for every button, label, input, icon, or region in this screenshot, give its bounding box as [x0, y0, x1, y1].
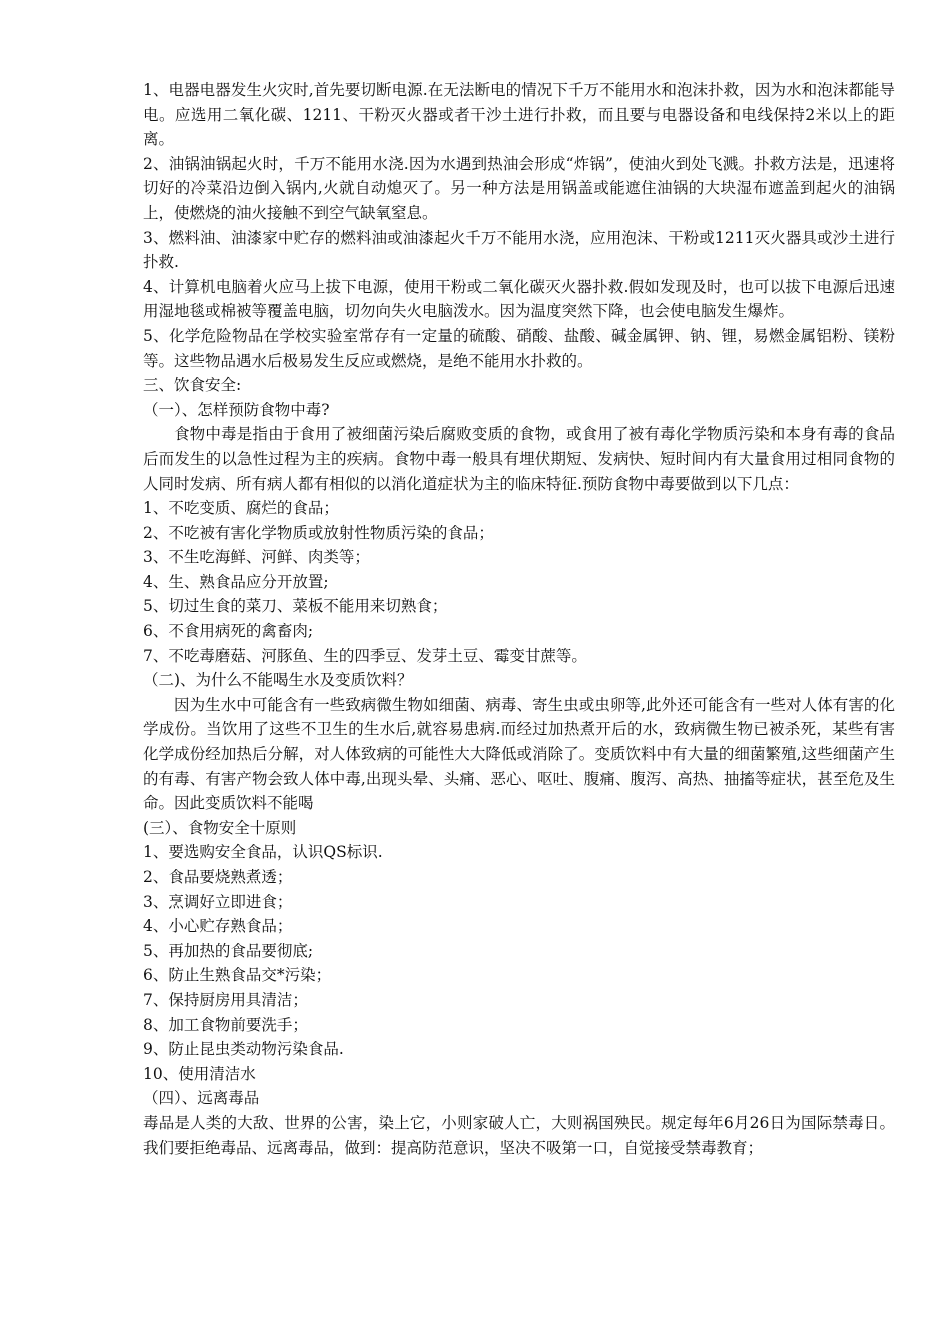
food-poisoning-intro: 食物中毒是指由于食用了被细菌污染后腐败变质的食物，或食用了被有毒化学物质污染和本身有毒的食品后而发生的以急性过程为主的疾病。食物中毒一般具有埋伏期短、发病快、短时间内有大量食用过相同食物的人同时发病、所有病人都有相似的以消化道症状为主的临床特征.预防食物中毒要做到以下几点：: [143, 425, 895, 493]
principle-item-10: 10、使用清洁水: [143, 1064, 256, 1083]
drugs-body: 毒品是人类的大敌、世界的公害，染上它，小则家破人亡，大则祸国殃民。规定每年6月26日为国际禁毒日。我们要拒绝毒品、远离毒品，做到：提高防范意识，坚决不吸第一口，自觉接受禁毒教育；: [143, 1113, 895, 1157]
subsection-title-raw-water: （二)、为什么不能喝生水及变质饮料？: [143, 671, 413, 690]
prevention-item-5: 5、切过生食的菜刀、菜板不能用来切熟食；: [143, 597, 448, 616]
subsection-title-food-poisoning: （一）、怎样预防食物中毒?: [143, 400, 330, 419]
prevention-item-4: 4、生、熟食品应分开放置;: [143, 572, 329, 591]
raw-water-body: 因为生水中可能含有一些致病微生物如细菌、病毒、寄生虫或虫卵等,此外还可能含有一些对人体有害的化学成份。当饮用了这些不卫生的生水后,就容易患病.而经过加热煮开后的水，致病微生物已被杀死，某些有害化学成份经加热后分解，对人体致病的可能性大大降低或消除了。变质饮料中有大量的细菌繁殖,这些细菌产生的有毒、有害产物会致人体中毒,出现头晕、头痛、恶心、呕吐、腹痛、腹泻、高热、抽搐等症状，甚至危及生命。因此变质饮料不能喝: [143, 695, 895, 813]
prevention-item-1: 1、不吃变质、腐烂的食品；: [143, 499, 339, 518]
document-page: [143, 78, 895, 1160]
prevention-item-3: 3、不生吃海鲜、河鲜、肉类等；: [143, 548, 370, 567]
subsection-title-ten-principles: (三）、食物安全十原则: [143, 818, 297, 837]
principle-item-5: 5、再加热的食品要彻底;: [143, 941, 314, 960]
prevention-item-7: 7、不吃毒磨菇、河豚鱼、生的四季豆、发芽土豆、霉变甘蔗等。: [143, 646, 587, 665]
prevention-item-2: 2、不吃被有害化学物质或放射性物质污染的食品；: [143, 523, 494, 542]
principle-item-3: 3、烹调好立即进食；: [143, 892, 293, 911]
fire-item-2: 2、油锅油锅起火时，千万不能用水浇.因为水遇到热油会形成“炸锅”，使油火到处飞溅。扑救方法是，迅速将切好的冷菜沿边倒入锅内,火就自动熄灭了。另一种方法是用锅盖或能遮住油锅的大块湿布遮盖到起火的油锅上，使燃烧的油火接触不到空气缺氧窒息。: [143, 154, 895, 222]
principle-item-1: 1、要选购安全食品，认识QS标识.: [143, 843, 383, 862]
principle-item-8: 8、加工食物前要洗手；: [143, 1015, 308, 1034]
subsection-title-drugs: （四）、远离毒品: [143, 1089, 260, 1108]
fire-item-4: 4、计算机电脑着火应马上拔下电源，使用干粉或二氧化碳灭火器扑救.假如发现及时，也可以拔下电源后迅速用湿地毯或棉被等覆盖电脑，切勿向失火电脑泼水。因为温度突然下降，也会使电脑发生爆炸。: [143, 277, 895, 321]
principle-item-6: 6、防止生熟食品交*污染；: [143, 966, 332, 985]
principle-item-7: 7、保持厨房用具清洁；: [143, 990, 308, 1009]
principle-item-2: 2、食品要烧熟煮透；: [143, 868, 293, 886]
principle-item-9: 9、防止昆虫类动物污染食品.: [143, 1040, 344, 1059]
fire-item-1: 1、电器电器发生火灾时,首先要切断电源.在无法断电的情况下千万不能用水和泡沫扑救，因为水和泡沫都能导电。应选用二氧化碳、1211、干粉灭火器或者干沙土进行扑救，而且要与电器设备和电线保持2米以上的距离。: [143, 81, 895, 149]
fire-item-5: 5、化学危险物品在学校实验室常存有一定量的硫酸、硝酸、盐酸、碱金属钾、钠、锂，易燃金属铝粉、镁粉等。这些物品遇水后极易发生反应或燃烧，是绝不能用水扑救的。: [143, 326, 895, 370]
section-title-food-safety: 三、饮食安全:: [143, 376, 242, 395]
fire-item-3: 3、燃料油、油漆家中贮存的燃料油或油漆起火千万不能用水浇，应用泡沫、干粉或1211灭火器具或沙土进行扑救.: [143, 228, 895, 272]
prevention-item-6: 6、不食用病死的禽畜肉;: [143, 622, 314, 641]
principle-item-4: 4、小心贮存熟食品；: [143, 917, 293, 936]
